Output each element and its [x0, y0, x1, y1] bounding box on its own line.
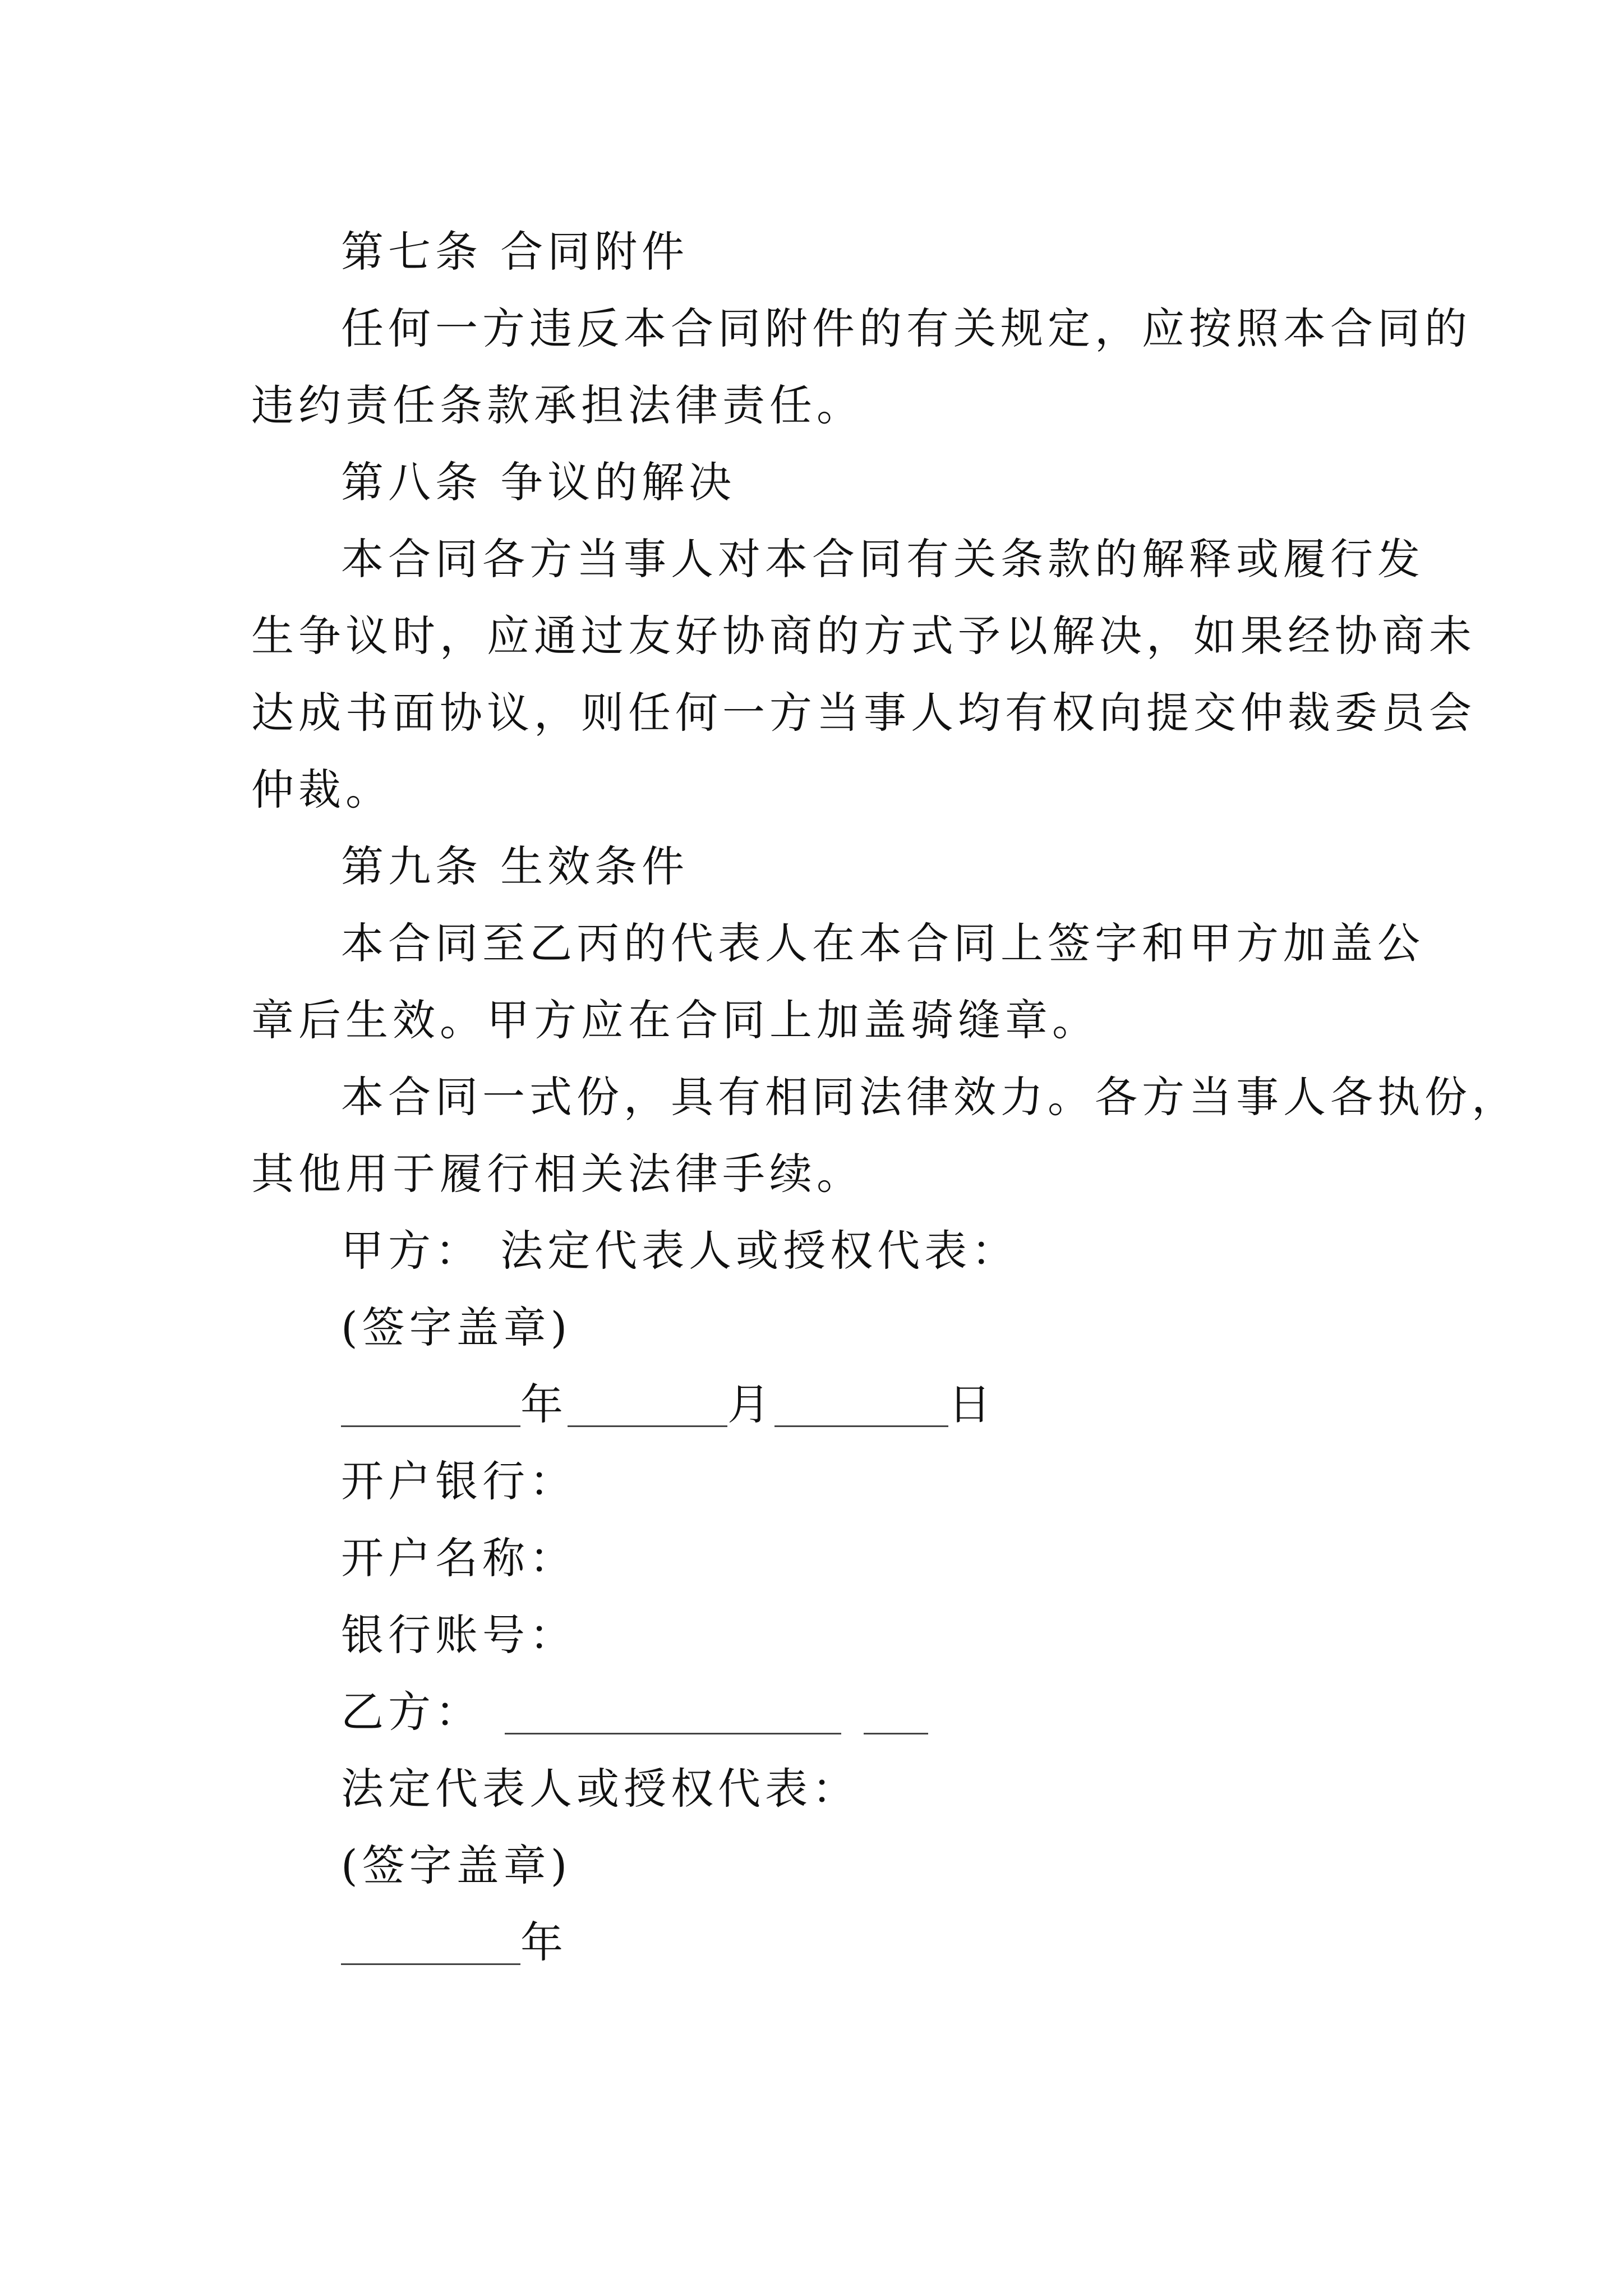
article-8-body-line-2: 生争议时，应通过友好协商的方式予以解决，如果经协商未 — [251, 611, 1476, 661]
article-7-body-line-2: 违约责任条款承担法律责任。 — [251, 380, 864, 430]
party-b-blank[interactable] — [505, 1694, 841, 1734]
article-8-body-line-4: 仲裁。 — [251, 765, 393, 815]
party-a-date — [251, 1366, 1395, 1443]
article-7-body-line-1: 任何一方违反本合同附件的有关规定，应按照本合同的 — [341, 303, 1472, 353]
article-9-body-line-4: 其他用于履行相关法律手续。 — [251, 1149, 864, 1199]
account-number-field: 银行账号： — [341, 1610, 577, 1660]
party-b-label: 乙方： — [341, 1687, 482, 1737]
party-b-seal: (签字盖章) — [341, 1841, 572, 1890]
year-label: 年 — [520, 1379, 568, 1429]
month-label: 月 — [727, 1379, 774, 1429]
article-9-body-line-3: 本合同一式份，具有相同法律效力。各方当事人各执份， — [341, 1072, 1519, 1122]
day-blank[interactable] — [774, 1386, 948, 1427]
day-label: 日 — [948, 1379, 995, 1429]
year-blank[interactable] — [341, 1386, 520, 1427]
article-8-body-line-3: 达成书面协议，则任何一方当事人均有权向提交仲裁委员会 — [251, 688, 1476, 738]
party-a-seal: (签字盖章) — [341, 1303, 572, 1352]
article-9-body-line-2: 章后生效。甲方应在合同上加盖骑缝章。 — [251, 995, 1099, 1045]
article-9-heading: 第九条 生效条件 — [341, 841, 689, 891]
article-9-body-line-1: 本合同至乙丙的代表人在本合同上签字和甲方加盖公 — [341, 918, 1424, 968]
party-a-label: 甲方： 法定代表人或授权代表： — [341, 1226, 1019, 1276]
article-8-heading: 第八条 争议的解决 — [341, 457, 736, 507]
party-b-representative: 法定代表人或授权代表： — [341, 1764, 859, 1814]
bank-field: 开户银行： — [341, 1456, 577, 1506]
month-blank[interactable] — [568, 1386, 727, 1427]
party-b-row — [251, 1673, 1395, 1750]
party-b-blank-short[interactable] — [864, 1694, 928, 1734]
document-content — [251, 213, 1519, 1981]
party-b-year-label: 年 — [520, 1917, 568, 1967]
article-8-body-line-1: 本合同各方当事人对本合同有关条款的解释或履行发 — [341, 534, 1424, 584]
article-7-heading: 第七条 合同附件 — [341, 227, 689, 277]
party-b-year-blank[interactable] — [341, 1924, 520, 1965]
party-b-date — [251, 1904, 1395, 1981]
account-name-field: 开户名称： — [341, 1533, 577, 1583]
